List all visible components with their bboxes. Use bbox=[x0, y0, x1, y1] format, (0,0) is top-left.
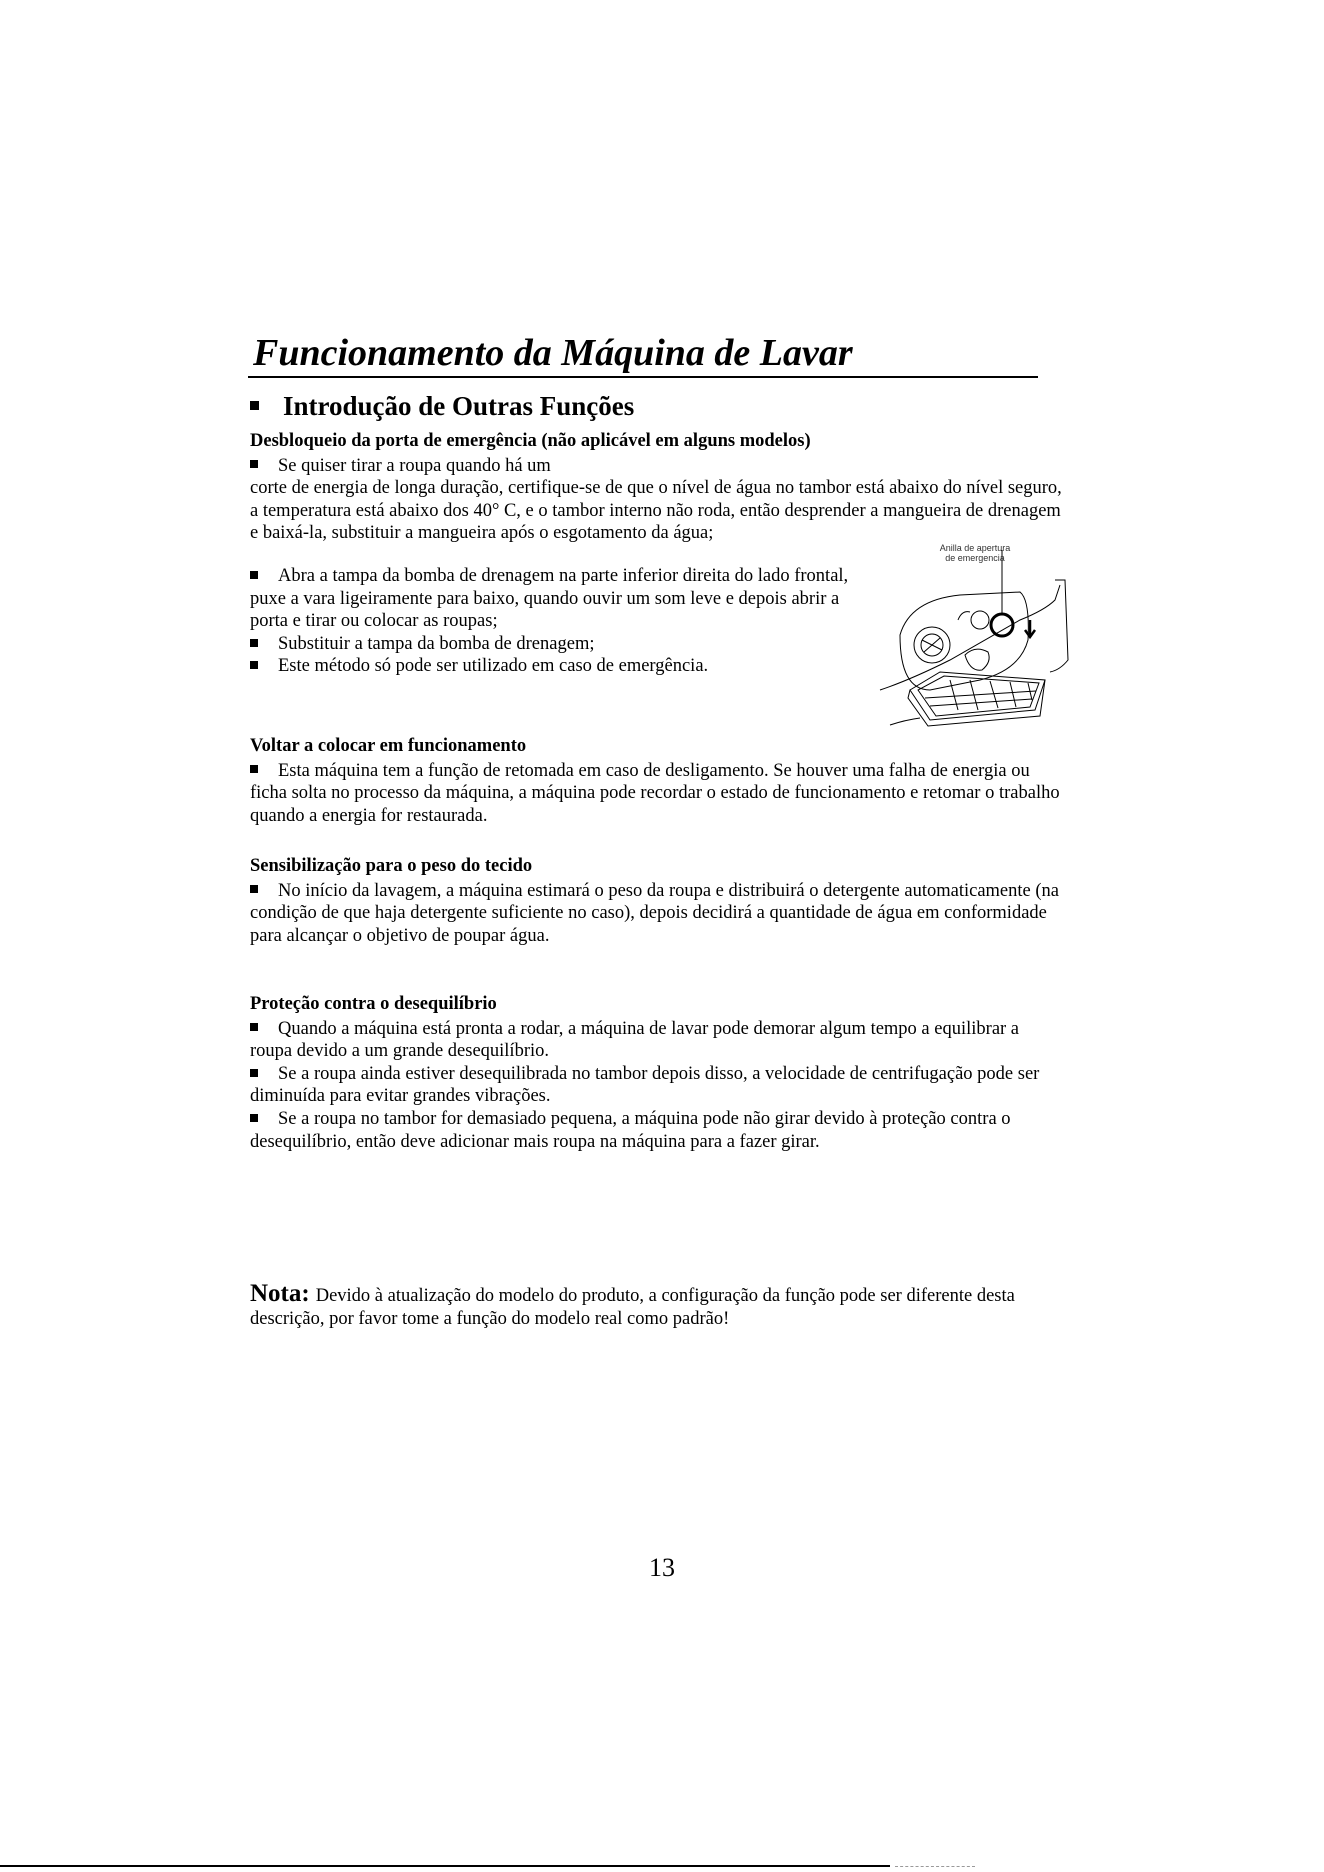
resume-section bbox=[250, 735, 1060, 827]
title-underline bbox=[248, 376, 1038, 378]
drain-pump-drawing bbox=[870, 540, 1070, 740]
square-bullet-icon bbox=[250, 401, 259, 410]
square-bullet-icon bbox=[250, 639, 258, 647]
note-paragraph bbox=[250, 1280, 1070, 1330]
unbalance-item-3 bbox=[250, 1108, 1060, 1153]
square-bullet-icon bbox=[250, 571, 258, 579]
resume-item-1 bbox=[250, 760, 1060, 828]
emergency-item-1-rest bbox=[250, 477, 1070, 545]
note-text: Devido à atualização do modelo do produto, a configuração da função pode ser diferente desta descrição, por favor tome a função do modelo real como padrão! bbox=[250, 1286, 1015, 1329]
square-bullet-icon bbox=[250, 1023, 258, 1031]
bottom-border bbox=[0, 1865, 890, 1867]
emergency-item-1 bbox=[250, 455, 1070, 478]
emergency-item-3-text: Substituir a tampa da bomba de drenagem; bbox=[278, 633, 595, 654]
section-heading bbox=[250, 389, 634, 423]
square-bullet-icon bbox=[250, 1069, 258, 1077]
square-bullet-icon bbox=[250, 661, 258, 669]
emergency-unlock-section bbox=[250, 430, 1070, 545]
unbalance-item-1 bbox=[250, 1018, 1060, 1063]
note-block bbox=[250, 1280, 1070, 1330]
resume-item-1-text: Esta máquina tem a função de retomada em caso de desligamento. Se houver uma falha de energia ou ficha solta no processo da máquina, a máquina pode recordar o estado de funcionamento e retomar o trabalho quando a energia for restaurada. bbox=[250, 760, 1060, 826]
page-number: 13 bbox=[649, 1553, 675, 1582]
resume-heading: Voltar a colocar em funcionamento bbox=[250, 736, 527, 756]
weight-sensing-section bbox=[250, 855, 1060, 947]
emergency-item-1-rest-text: corte de energia de longa duração, certifique-se de que o nível de água no tambor está abaixo do nível seguro, a temperatura está abaixo dos 40° C, e o tambor interno não roda, então desprender a mangueira de drenagem e baixá-la, substituir a mangueira após o esgotamento da água; bbox=[250, 478, 1062, 544]
square-bullet-icon bbox=[250, 1114, 258, 1122]
square-bullet-icon bbox=[250, 460, 258, 468]
emergency-ring-label bbox=[930, 543, 1020, 563]
page-title: Funcionamento da Máquina de Lavar bbox=[253, 332, 853, 374]
emergency-item-4-text: Este método só pode ser utilizado em caso de emergência. bbox=[278, 656, 709, 677]
drain-pump-illustration bbox=[870, 540, 1070, 740]
emergency-ring-label-line2: de emergencia bbox=[945, 553, 1005, 563]
square-bullet-icon bbox=[250, 885, 258, 893]
unbalance-heading: Proteção contra o desequilíbrio bbox=[250, 994, 497, 1014]
unbalance-item-3-text: Se a roupa no tambor for demasiado pequena, a máquina pode não girar devido à proteção contra o desequilíbrio, então deve adicionar mais roupa na máquina para a fazer girar. bbox=[250, 1108, 1011, 1152]
weight-item-1 bbox=[250, 880, 1060, 948]
unbalance-item-1-text: Quando a máquina está pronta a rodar, a máquina de lavar pode demorar algum tempo a equilibrar a roupa devido a um grande desequilíbrio. bbox=[250, 1018, 1020, 1062]
bottom-border-mark bbox=[895, 1866, 975, 1867]
emergency-item-3 bbox=[250, 633, 850, 656]
emergency-item-2 bbox=[250, 565, 850, 633]
emergency-item-1-line1: Se quiser tirar a roupa quando há um bbox=[278, 455, 551, 476]
weight-heading: Sensibilização para o peso do tecido bbox=[250, 856, 533, 876]
emergency-steps bbox=[250, 565, 850, 678]
unbalance-section bbox=[250, 993, 1060, 1153]
unbalance-item-2 bbox=[250, 1063, 1060, 1108]
square-bullet-icon bbox=[250, 765, 258, 773]
emergency-unlock-heading: Desbloqueio da porta de emergência (não aplicável em alguns modelos) bbox=[250, 431, 811, 451]
section-heading-text: Introdução de Outras Funções bbox=[283, 391, 635, 421]
emergency-ring-label-line1: Anilla de apertura bbox=[939, 543, 1011, 553]
weight-item-1-text: No início da lavagem, a máquina estimará o peso da roupa e distribuirá o detergente automaticamente (na condição de que haja detergente suficiente no caso), depois decidirá a quantidade de água em conformidade para alcançar o objetivo de poupar água. bbox=[250, 880, 1059, 946]
note-label: Nota: bbox=[250, 1280, 310, 1307]
emergency-item-4 bbox=[250, 655, 850, 678]
emergency-item-2-text: Abra a tampa da bomba de drenagem na parte inferior direita do lado frontal, puxe a vara ligeiramente para baixo, quando ouvir um som leve e depois abrir a porta e tirar ou colocar as roupas; bbox=[250, 566, 849, 632]
unbalance-item-2-text: Se a roupa ainda estiver desequilibrada no tambor depois disso, a velocidade de centrifugação pode ser diminuída para evitar grandes vibrações. bbox=[250, 1063, 1040, 1107]
